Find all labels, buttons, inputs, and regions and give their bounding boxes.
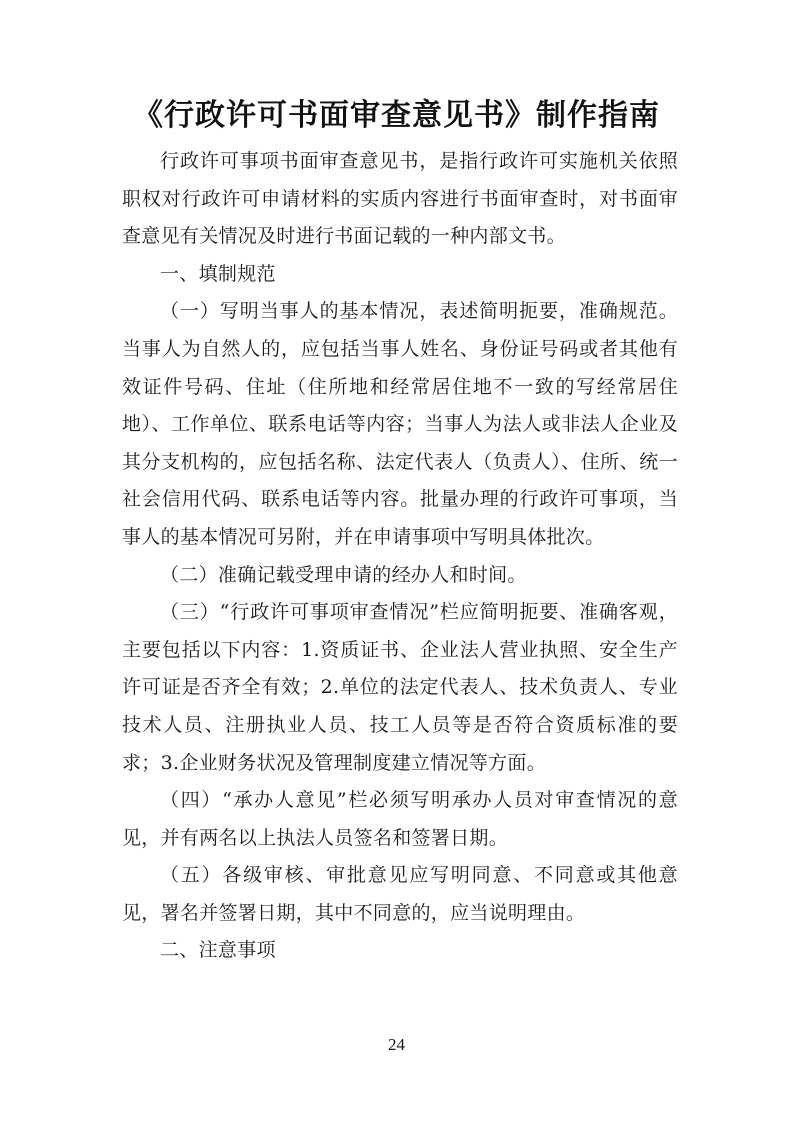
paragraph-rule-4: （四）“承办人意见”栏必须写明承办人员对审查情况的意见，并有两名以上执法人员签名和签署日期。 [122, 789, 678, 849]
paragraph-intro: 行政许可事项书面审查意见书，是指行政许可实施机关依照职权对行政许可申请材料的实质内容进行书面审查时，对书面审查意见有关情况及时进行书面记载的一种内部文书。 [122, 150, 678, 248]
section-heading-notes: 二、注意事项 [160, 939, 276, 962]
paragraph-rule-2: （二）准确记载受理申请的经办人和时间。 [160, 563, 527, 586]
paragraph-rule-3: （三）“行政许可事项审查情况”栏应简明扼要、准确客观，主要包括以下内容：1.资质证书、企业法人营业执照、安全生产许可证是否齐全有效；2.单位的法定代表人、技术负责人、专业技术人员、注册执业人员、技工人员等是否符合资质标准的要求；3.企业财务状况及管理制度建立情况等方面。 [122, 601, 678, 774]
document-title: 《行政许可书面审查意见书》制作指南 [133, 98, 660, 133]
document-body [122, 143, 678, 970]
paragraph-rule-5: （五）各级审核、审批意见应写明同意、不同意或其他意见，署名并签署日期，其中不同意的，应当说明理由。 [122, 864, 678, 924]
section-heading-filling-rules: 一、填制规范 [160, 262, 276, 285]
paragraph-rule-1: （一）写明当事人的基本情况，表述简明扼要，准确规范。当事人为自然人的，应包括当事人姓名、身份证号码或者其他有效证件号码、住址（住所地和经常居住地不一致的写经常居住地）、工作单位、联系电话等内容；当事人为法人或非法人企业及其分支机构的，应包括名称、法定代表人（负责人）、住所、统一社会信用代码、联系电话等内容。批量办理的行政许可事项，当事人的基本情况可另附，并在申请事项中写明具体批次。 [122, 300, 678, 548]
page-number: 24 [388, 1035, 405, 1054]
